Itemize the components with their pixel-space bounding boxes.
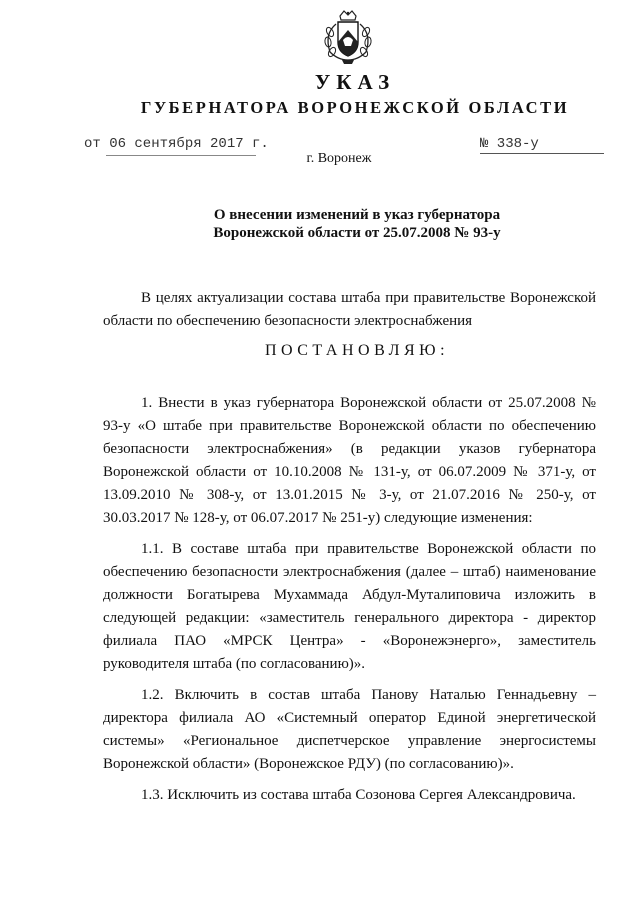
decree-word: ПОСТАНОВЛЯЮ:: [264, 342, 450, 359]
item-1-1: 1.1. В составе штаба при правительстве Воронежской области по обеспечению безопасности электроснабжения (далее – штаб) наименование должности Богатырева Мухаммада Абдул-Муталиповича изложить в следующей редакции: «заместитель генерального директора - директор филиала ПАО «МРСК Центра» - «Воронежэнерго», заместитель руководителя штаба (по согласованию)».: [103, 541, 596, 672]
document-subtitle: ГУБЕРНАТОРА ВОРОНЕЖСКОЙ ОБЛАСТИ: [140, 98, 570, 117]
subject-line-2: Воронежской области от 25.07.2008 № 93-у: [213, 225, 501, 241]
document-title: УКАЗ: [314, 70, 396, 94]
item-1: 1. Внести в указ губернатора Воронежской области от 25.07.2008 № 93-у «О штабе при правительстве Воронежской области по обеспечению безопасности электроснабжения» (в редакции указов губернатора Воронежской области от 10.10.2008 № 131-у, от 06.07.2009 № 371-у, от 13.09.2010 № 308-у, от 13.01.2015 № 3-у, от 21.07.2016 № 250-у, от 30.03.2017 № 128-у, от 06.07.2017 № 251-у) следующие изменения:: [103, 395, 596, 526]
preamble-text: В целях актуализации состава штаба при правительстве Воронежской области по обеспечению безопасности электроснабжения: [103, 290, 596, 329]
item-1-3: 1.3. Исключить из состава штаба Созонова Сергея Александровича.: [141, 787, 576, 803]
item-1-2: 1.2. Включить в состав штаба Панову Наталью Геннадьевну – директора филиала АО «Системный оператор Единой энергетической системы» «Региональное диспетчерское управление энергосистемы Воронежской области» (Воронежское РДУ) (по согласованию)».: [103, 687, 596, 772]
subject-line-1: О внесении изменений в указ губернатора: [213, 207, 501, 223]
decree-date: от 06 сентября 2017 г.: [84, 136, 269, 152]
decree-city: г. Воронеж: [306, 151, 372, 166]
decree-number: № 338-у: [480, 136, 604, 154]
preamble-block: [103, 287, 596, 333]
decree-items: [103, 392, 596, 807]
decree-subject: [0, 206, 640, 242]
voronezh-coat-of-arms-icon: [318, 10, 378, 66]
